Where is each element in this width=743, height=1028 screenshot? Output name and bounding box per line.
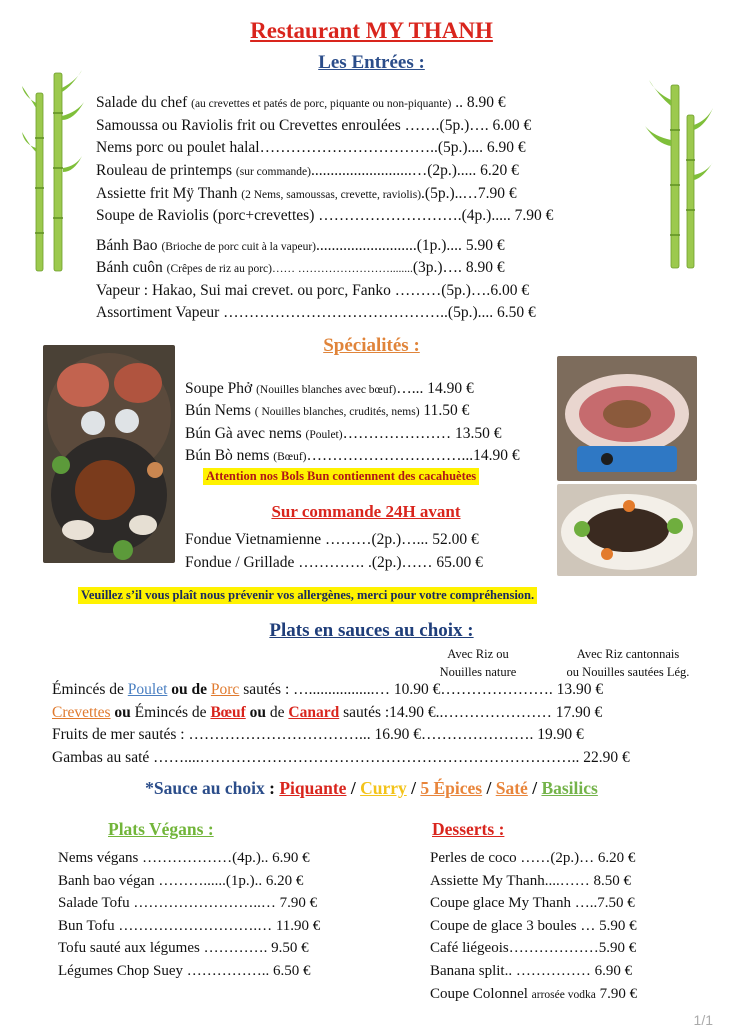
vegan-dots: …: [260, 895, 280, 911]
sauce-dish-text: ou: [245, 704, 270, 721]
sauce-dish-text: Canard: [288, 704, 340, 721]
dessert-name: Coupe glace My Thanh …..: [430, 895, 598, 911]
entree-name: Vapeur : Hakao, Sui mai crevet. ou porc, Fanko ………: [96, 282, 442, 299]
entree-item: [96, 161, 519, 182]
vegan-price: 9.50 €: [271, 940, 309, 956]
sauce-dish-text: Émincés de: [52, 681, 128, 698]
sauce-dish-dots: ..…………………: [435, 704, 556, 721]
sauce-dish-dots: ………………….: [420, 726, 538, 743]
specialite-name: Bún Gà avec nems: [185, 425, 306, 442]
sauce-dish-text: ou de: [167, 681, 211, 698]
bamboo-left-illustration: [22, 68, 84, 273]
specialite-price: 13.50 €: [454, 425, 502, 442]
specialite-note: (Nouilles blanches avec bœuf): [256, 384, 397, 396]
vegan-dots: (1p.)..: [225, 873, 266, 889]
commande-price: 65.00 €: [432, 554, 483, 571]
vegan-dots: (4p.)..: [232, 850, 273, 866]
commande-item: [185, 530, 479, 550]
dessert-price: 5.90 €: [599, 918, 637, 934]
sauce-dish-row: [52, 703, 602, 723]
entree-item: [96, 258, 505, 279]
specialite-dots: …………………: [342, 425, 455, 442]
fondue-pot-photo: [557, 356, 697, 481]
entree-item: [96, 303, 536, 323]
vegan-price: 7.90 €: [279, 895, 318, 911]
dessert-price: 8.50 €: [593, 873, 631, 889]
sauce-dish-text: de: [269, 704, 289, 721]
grillade-plate-photo: [557, 484, 697, 576]
page-number: 1/1: [693, 1012, 713, 1028]
sauce-dish-text: Poulet: [127, 681, 168, 698]
dessert-price: 6.90 €: [594, 963, 633, 979]
sauce-dish-price: 17.90 €: [555, 704, 603, 721]
specialite-item: [185, 401, 469, 422]
specialite-dots: …………………………...: [306, 447, 474, 464]
sauces-col-riz-cantonnais: Avec Riz cantonnais ou Nouilles sautées Lég.: [566, 647, 690, 679]
commande-name: Fondue Vietnamienne ………: [185, 531, 372, 548]
restaurant-title: Restaurant MY THANH: [250, 18, 493, 43]
specialite-item: [185, 424, 501, 445]
entree-item: [96, 184, 517, 205]
entree-note: (sur commande): [235, 166, 311, 178]
entree-name: Bánh Bao: [96, 237, 162, 254]
entree-price: 6.50 €: [493, 304, 536, 321]
vegan-price: 6.50 €: [273, 963, 311, 979]
sauce-dish-row: [52, 725, 584, 745]
sauce-dish-price: 16.90 €: [374, 726, 421, 743]
vegan-price: 6.20 €: [265, 873, 304, 889]
entree-item: [96, 281, 529, 301]
sauce-piquante: Piquante: [279, 778, 347, 798]
dessert-item: [430, 984, 637, 1005]
vegan-name: Tofu sauté aux légumes …………: [58, 940, 264, 956]
entrees-heading: Les Entrées :: [318, 52, 425, 73]
sauce-sate: Saté: [495, 778, 528, 798]
specialite-dots: …...: [396, 380, 424, 397]
entree-item: [96, 206, 553, 226]
vegan-item: [58, 938, 309, 958]
entree-dots: (5p.)….: [441, 282, 491, 299]
dessert-name: Café liégeois………………: [430, 940, 599, 956]
specialite-item: [185, 379, 474, 400]
entree-note: (Crêpes de riz au porc)…… ……………………........: [166, 263, 413, 275]
dessert-name: Banana split.. ……………: [430, 963, 595, 979]
specialite-note: (Poulet): [305, 429, 343, 441]
entree-dots: (5p.)....: [437, 139, 484, 156]
bamboo-right-illustration: [643, 80, 713, 270]
sauce-dish-dots: ………………….: [440, 681, 557, 698]
sauce-choice-line: *Sauce au choix : Piquante / Curry / 5 Épices / Saté / Basilics: [145, 778, 598, 798]
dessert-item: [430, 871, 631, 891]
specialite-item: [185, 446, 520, 467]
dessert-name: Assiette My Thanh....……: [430, 873, 590, 889]
specialite-price: 11.50 €: [419, 402, 470, 419]
commande-dots: (2p.)…...: [371, 531, 429, 548]
sauces-col-riz-nature: Avec Riz ou Nouilles nature: [439, 647, 517, 679]
entree-price: 8.90 €: [466, 94, 506, 111]
sauce-dish-text: Porc: [210, 681, 240, 698]
entree-dots: .(5p.)..…: [421, 185, 478, 202]
dessert-item: [430, 961, 632, 981]
peanut-warning: Attention nos Bols Bun contiennent des cacahuètes: [203, 468, 479, 485]
specialite-name: Bún Bò nems: [185, 447, 274, 464]
sauce-choice-label: *Sauce au choix: [145, 778, 265, 798]
commande-name: Fondue / Grillade …………. .: [185, 554, 372, 571]
entree-dots: (5p.)….: [439, 117, 489, 134]
dessert-price: 7.90 €: [599, 986, 638, 1002]
entree-price: 6.00 €: [488, 117, 532, 134]
commande-item: [185, 553, 483, 573]
vegan-name: Bun Tofu ……………………….: [58, 918, 258, 934]
desserts-heading: Desserts :: [432, 819, 505, 839]
entree-name: Salade du chef: [96, 94, 192, 111]
entree-dots: ..........................…(2p.).....: [310, 162, 477, 179]
entree-item: [96, 236, 505, 257]
entree-dots: ..: [451, 94, 467, 111]
entree-price: 6.90 €: [483, 139, 526, 156]
sauce-dish-text: Gambas au saté ……....………………………………………………………………..: [52, 749, 584, 766]
dessert-note: arrosée vodka: [531, 989, 596, 1001]
vegan-name: Légumes Chop Suey ……………..: [58, 963, 270, 979]
vegan-dots: …: [257, 918, 276, 934]
vegan-price: 11.90 €: [275, 918, 321, 934]
entree-price: 7.90 €: [510, 207, 554, 224]
vegans-heading: Plats Végans :: [108, 819, 214, 839]
dessert-item: [430, 916, 637, 936]
commande-price: 52.00 €: [428, 531, 479, 548]
sauce-dish-price: 19.90 €: [537, 726, 584, 743]
vegan-price: 6.90 €: [272, 850, 310, 866]
specialite-price: 14.90 €: [423, 380, 474, 397]
specialite-name: Soupe Phở: [185, 380, 257, 397]
vegan-item: [58, 848, 310, 868]
entree-item: [96, 93, 506, 114]
entree-dots: (porc+crevettes) ……………………….(4p.).....: [212, 207, 511, 224]
sauce-basilics: Basilics: [541, 778, 598, 798]
vegan-item: [58, 893, 317, 913]
commande-dots: (2p.)……: [371, 554, 433, 571]
entree-price: 5.90 €: [461, 237, 505, 254]
entree-name: Bánh cuôn: [96, 259, 167, 276]
dessert-dots: (2p.)…: [550, 850, 598, 866]
vegan-name: Banh bao végan ………......: [58, 873, 226, 889]
dessert-item: [430, 848, 635, 868]
specialites-heading: Spécialités :: [323, 335, 420, 356]
entree-note: (Brioche de porc cuit à la vapeur): [161, 241, 316, 253]
vegan-item: [58, 916, 320, 936]
dessert-name: Coupe de glace 3 boules …: [430, 918, 600, 934]
vegan-dots: .: [263, 940, 272, 956]
allergen-notice: Veuillez s’il vous plaît nous prévenir vos allergènes, merci pour votre compréhension.: [78, 587, 537, 604]
dessert-price: 7.50 €: [597, 895, 635, 911]
entree-name: Assiette frit Mÿ Thanh: [96, 185, 242, 202]
sauce-dish-price: 10.90 €: [393, 681, 441, 698]
fondue-platter-photo: [43, 345, 175, 563]
entree-name: Rouleau de printemps: [96, 162, 236, 179]
vegan-item: [58, 871, 303, 891]
commande-heading: Sur commande 24H avant: [271, 502, 461, 521]
entree-name: Samoussa ou Raviolis frit ou Crevettes enroulées …….: [96, 117, 440, 134]
sauce-dish-row: [52, 748, 630, 768]
specialite-price: 14.90 €: [473, 447, 520, 464]
specialite-note: ( Nouilles blanches, crudités, nems): [254, 406, 420, 418]
entree-price: 8.90 €: [461, 259, 505, 276]
sauce-dish-text: sautés : ….................…: [239, 681, 394, 698]
dessert-name: Coupe Colonnel: [430, 986, 532, 1002]
sauce-dish-text: Fruits de mer sautés : ……………………………...: [52, 726, 375, 743]
sauce-5-epices: 5 Épices: [420, 778, 483, 798]
sauce-dish-text: sautés :: [339, 704, 390, 721]
entree-name: Soupe de Raviolis: [96, 207, 213, 224]
sauce-dish-price: 14.90 €: [389, 704, 436, 721]
vegan-name: Nems végans ………………: [58, 850, 233, 866]
entree-dots: (5p.)....: [447, 304, 494, 321]
entree-item: [96, 116, 531, 136]
entree-name: Nems porc ou poulet halal……………………………..: [96, 139, 438, 156]
entree-price: 7.90 €: [477, 185, 517, 202]
dessert-price: 5.90 €: [598, 940, 637, 956]
vegan-name: Salade Tofu ……………………..: [58, 895, 261, 911]
dessert-item: [430, 938, 636, 958]
sauce-dish-text: Bœuf: [210, 704, 246, 721]
sauce-dish-row: [52, 680, 603, 700]
entree-note: (au crevettes et patés de porc, piquante ou non-piquante): [191, 98, 452, 110]
specialite-name: Bún Nems: [185, 402, 255, 419]
entree-dots: ..........................(1p.)....: [315, 237, 462, 254]
entree-dots: (3p.)….: [412, 259, 462, 276]
specialite-note: (Bœuf): [273, 451, 307, 463]
dessert-item: [430, 893, 635, 913]
sauces-heading: Plats en sauces au choix :: [269, 620, 474, 641]
sauce-dish-text: Émincés de: [134, 704, 211, 721]
sauce-dish-text: ou: [110, 704, 135, 721]
entree-note: (2 Nems, samoussas, crevette, raviolis): [241, 189, 422, 201]
entree-name: Assortiment Vapeur ……………………………………..: [96, 304, 448, 321]
sauce-curry: Curry: [360, 778, 407, 798]
sauce-dish-text: Crevettes: [52, 704, 111, 721]
vegan-item: [58, 961, 311, 981]
dessert-price: 6.20 €: [597, 850, 636, 866]
entree-price: 6.00 €: [490, 282, 530, 299]
entree-price: 6.20 €: [476, 162, 519, 179]
dessert-name: Perles de coco ……: [430, 850, 551, 866]
entree-item: [96, 138, 526, 158]
sauce-dish-price: 13.90 €: [556, 681, 604, 698]
sauce-dish-price: 22.90 €: [583, 749, 630, 766]
